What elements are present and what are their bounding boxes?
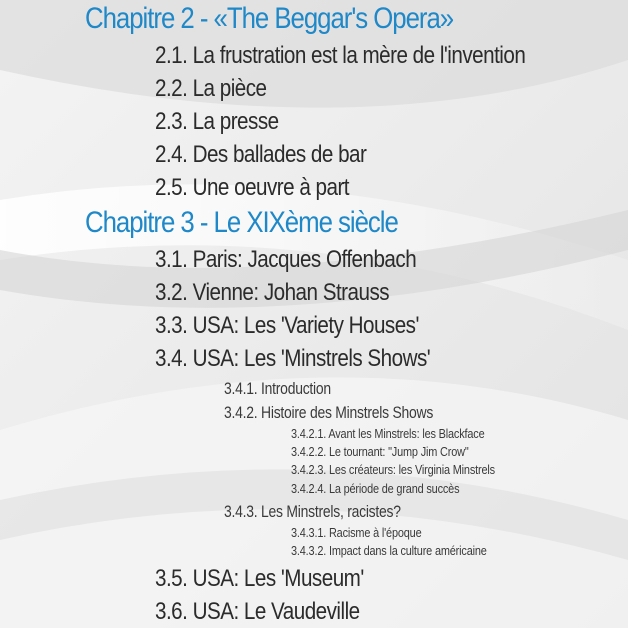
- section-2-4: 2.4. Des ballades de bar: [155, 141, 367, 168]
- section-3-2: 3.2. Vienne: Johan Strauss: [155, 279, 390, 306]
- section-3-3: 3.3. USA: Les 'Variety Houses': [155, 312, 419, 339]
- subsubsection-3-4-2-3: 3.4.2.3. Les créateurs: les Virginia Minstrels: [291, 462, 495, 477]
- section-3-6: 3.6. USA: Le Vaudeville: [155, 598, 360, 625]
- section-3-5: 3.5. USA: Les 'Museum': [155, 565, 364, 592]
- subsection-3-4-1: 3.4.1. Introduction: [224, 379, 331, 398]
- subsubsection-3-4-2-1: 3.4.2.1. Avant les Minstrels: les Blackface: [291, 426, 485, 441]
- subsubsection-3-4-3-2: 3.4.3.2. Impact dans la culture américaine: [291, 543, 487, 558]
- section-3-4: 3.4. USA: Les 'Minstrels Shows': [155, 345, 431, 372]
- section-2-5: 2.5. Une oeuvre à part: [155, 174, 350, 201]
- chapter-3-title: Chapitre 3 - Le XIXème siècle: [85, 206, 398, 239]
- subsection-3-4-3: 3.4.3. Les Minstrels, racistes?: [224, 502, 401, 521]
- section-2-1: 2.1. La frustration est la mère de l'invention: [155, 42, 526, 69]
- subsubsection-3-4-2-2: 3.4.2.2. Le tournant: "Jump Jim Crow": [291, 444, 469, 459]
- chapter-2-title: Chapitre 2 - «The Beggar's Opera»: [85, 2, 454, 35]
- subsubsection-3-4-3-1: 3.4.3.1. Racisme à l'époque: [291, 525, 422, 540]
- section-2-3: 2.3. La presse: [155, 108, 279, 135]
- subsubsection-3-4-2-4: 3.4.2.4. La période de grand succès: [291, 481, 460, 496]
- subsection-3-4-2: 3.4.2. Histoire des Minstrels Shows: [224, 403, 434, 422]
- section-3-1: 3.1. Paris: Jacques Offenbach: [155, 246, 417, 273]
- section-2-2: 2.2. La pièce: [155, 75, 267, 102]
